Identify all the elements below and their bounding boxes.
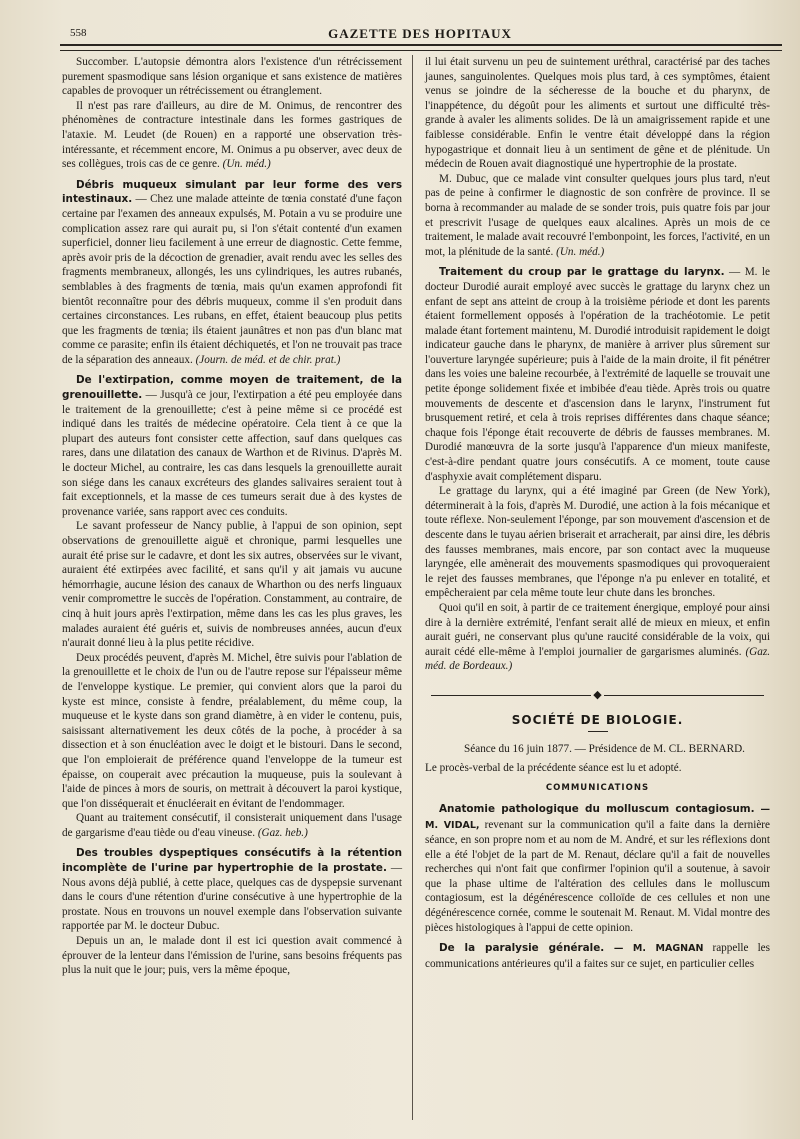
page-number: 558 [70, 27, 87, 39]
society-title: SOCIÉTÉ DE BIOLOGIE. [511, 712, 684, 727]
paragraph: Le grattage du larynx, qui a été imaginé par Green (de New York), déterminerait à la fois, d'après M. Durodié, une action à la fois mécanique et toute réflexe. Non-seulement l'éponge, par son mouvement d'ascension et de descente dans le tuyau aérien briserait et arracherait, par ainsi dire, les débris des fausses membranes, mais encore, par son contact avec la muqueuse laryngée, elle amènerait des mouvements spasmodiques qui provoqueraient le rejet des fausses membranes, que l'éponge n'a pu enlever en totalité, et empêcheraient par cela même toute leur chute dans les bronches. [425, 485, 770, 600]
article-debris-muqueux: Débris muqueux simulant par leur forme des vers intestinaux. — Chez une malade atteinte de tœnia constaté d'une façon certaine par l'examen des anneaux expulsés, M. Potain a vu se produire une complication assez rare qui aurait pu, si l'on s'était contenté d'un examen superficiel, donner lieu facilement à une erreur de diagnostic. Cette femme, après avoir pris de la décoction de grenadier, avait rendu avec les selles des fragments membraneux, allongés, les uns cylindriques, les autres rubanés, semblables à des fragments de tœnia, mais qu'un examen approfondi fit bientôt reconnaître pour des débris muqueux, comme il s'en produit dans certaines circonstances. Les rubans, en effet, étaient beaucoup plus petits que les fragments de tœnia; ils étaient jaunâtres et non pas d'un blanc mat comme ce parasite; enfin ils étaient déchiquetés, et l'on ne trouvait pas trace de la séparation des anneaux. (Journ. de méd. et de chir. prat.) [62, 178, 402, 366]
article-grenouillette: De l'extirpation, comme moyen de traitement, de la grenouillette. — Jusqu'à ce jour, l'extirpation a été peu employée dans le traitement de la grenouillette; c'est à peine même si ce procédé est indiqué dans les traités de médecine opératoire. Cela tient à ce que la plupart des auteurs font consister cette affection, sauf dans quelques cas rares, dans une dilatation des canaux de Warthon et de Rivinus. D'après M. le docteur Michel, au contraire, les cas dans lesquels la grenouillette aurait son siége dans les canaux excréteurs des glandes salivaires seraient tout à fait exceptionnels, et la masse de ces tumeurs serait due à des kystes de provenance variée, sans rapport avec ces conduits. [62, 374, 402, 518]
paragraph: Quant au traitement consécutif, il consisterait uniquement dans l'usage de gargarisme d'eau tiède ou d'eau vineuse. (Gaz. heb.) [62, 812, 402, 839]
source-citation: (Un. méd.) [222, 158, 271, 171]
article-title: Traitement du croup par le grattage du larynx. [439, 266, 725, 279]
article-paralysie: De la paralysie générale. — M. MAGNAN rappelle les communications antérieures qu'il a faites sur ce sujet, en particulier celles [425, 942, 770, 970]
source-citation: (Journ. de méd. et de chir. prat.) [195, 353, 341, 366]
session-line: Séance du 16 juin 1877. — Présidence de M. CL. BERNARD. [464, 743, 745, 756]
article-troubles-dyspeptiques: Des troubles dyspeptiques consécutifs à la rétention incomplète de l'urine par hypertrophie de la prostate. — Nous avons déjà publié, à cette place, quelques cas de dyspepsie survenant dans le cours d'une rétention d'urine consécutive à une hypertrophie de la prostate. Nous en trouvons un nouvel exemple dans l'observation suivante rapportée par M. le docteur Dubuc. [62, 847, 402, 933]
article-molluscum: Anatomie pathologique du molluscum contagiosum. — M. VIDAL, revenant sur la communication qu'il a faite dans la dernière séance, en son propre nom et au nom de M. André, et sur les réflexions dont elle a été l'objet de la part de M. Renaut, déclare qu'il a fait de nouvelles recherches qui n'ont fait que confirmer l'opinion qu'il a soutenue, à savoir que la phase ultime de l'altération des cellules dans le molluscum contagiosum, est la dégénérescence colloïde de ces cellules et non une dégénérescence cornée, comme le soutenait M. Renaut. M. Vidal montre des pièces histologiques à l'appui de cette opinion. [425, 802, 770, 934]
article-title: Des troubles dyspeptiques consécutifs à la rétention incomplète de l'urine par hypertrophie de la prostate. [62, 847, 402, 875]
paragraph: Deux procédés peuvent, d'après M. Michel, être suivis pour l'ablation de la grenouillette et le choix de l'un ou de l'autre repose sur l'épaisseur même de l'enveloppe kystique. Le premier, qui convient alors que la paroi du kyste est mince, consiste à fendre, préalablement, du même coup, la muqueuse et le kyste dans son grand diamètre, à en vider le contenu, puis, saisissant alternativement les deux côtés de la poche, à procéder à sa dissection et à son énucléation avec le doigt et le bistouri. Dans le second, que l'on emploierait de préférence quand l'enveloppe de la tumeur est épaisse, on couperait avec précaution la muqueuse, puis la soulevant à l'aide de pinces à mors de souris, on mettrait à découvert la paroi kystique, que l'on disséquerait et énucléerait en évitant de l'endommager. [62, 651, 402, 810]
paragraph: Quoi qu'il en soit, à partir de ce traitement énergique, employé pour ainsi dire à la dernière extrémité, l'enfant serait allé de mieux en mieux, et enfin aurait guéri, ne conservant plus qu'une raucité considérable de la voix, qui aurait cédé elle-même à l'emploi journalier de gargarismes aluminés. (Gaz. méd. de Bordeaux.) [425, 601, 770, 673]
paragraph: Succomber. L'autopsie démontra alors l'existence d'un rétrécissement purement spasmodique sans lésion organique et sans existence de matières capables de provoquer un rétrécissement ou étranglement. [62, 56, 402, 98]
paragraph: Depuis un an, le malade dont il est ici question avait commencé à éprouver de la lenteur dans l'émission de l'urine, sans besoins fréquents pas plus la nuit que le jour; puis, vers la même époque, [62, 935, 402, 977]
article-title: Débris muqueux simulant par leur forme des vers intestinaux. [62, 178, 402, 206]
source-citation: (Un. méd.) [556, 245, 605, 258]
paragraph: M. Dubuc, que ce malade vint consulter quelques jours plus tard, n'eut pas de peine à confirmer le diagnostic de son confrère de province. Il se borna à recommander au malade de se sonder trois, puis quatre fois par jour et prescrivit l'usage de quelques eaux alcalines. Après un mois de ce traitement, le malade avait recouvré l'embonpoint, les forces, l'activité, en un mot, la plénitude de la santé. (Un. méd.) [425, 172, 770, 258]
page-header [60, 20, 780, 42]
running-title: GAZETTE DES HOPITAUX [328, 26, 512, 41]
column-divider [412, 55, 413, 1120]
short-rule [588, 731, 608, 732]
left-column [62, 55, 402, 978]
article-title: De l'extirpation, comme moyen de traitement, de la grenouillette. [62, 374, 402, 402]
minutes-line: Le procès-verbal de la précédente séance est lu et adopté. [425, 761, 682, 774]
article-title: Anatomie pathologique du molluscum contagiosum. [439, 802, 755, 815]
right-column [425, 55, 770, 971]
source-citation: (Gaz. heb.) [257, 826, 308, 839]
communications-heading: COMMUNICATIONS [545, 783, 650, 794]
speaker-name: — M. MAGNAN [604, 943, 704, 955]
article-croup: Traitement du croup par le grattage du larynx. — M. le docteur Durodié aurait employé avec succès le grattage du larynx chez un enfant de sept ans atteint de croup à la troisième période et dont les parents étaient formellement opposés à l'opération de la trachéotomie. Le petit malade étant fortement maintenu, M. Durodié introduisit rapidement le doigt indicateur gauche dans le pharynx, de manière à arriver plus sûrement sur l'ouverture laryngée supérieure; puis à l'aide de la main droite, il fit pénétrer dans les voies une baleine recourbée, à l'extrémité de laquelle se trouvait une petite éponge solidement fixée et imbibée d'eau tiède. Après trois ou quatre mouvements de descente et d'ascension dans le larynx, l'instrument fut brusquement retiré, et cela à trois reprises différentes dans chaque séance; chaque fois l'éponge était recouverte de débris de fausses membranes. M. Durodié manœuvra de la sorte jusqu'à l'apparence d'un mieux manifeste, c'est-à-dire pendant quatre jours consécutifs. A ce moment, toute cause d'asphyxie avait complétement disparu. [425, 266, 770, 483]
paragraph: il lui était survenu un peu de suintement uréthral, caractérisé par des taches jaunes, sanguinolentes. Quelques mois plus tard, à ces symptômes, étaient venus se joindre de la sécheresse de la bouche et du pharynx, de l'inappétence, du dégoût pour les aliments et surtout une difficulté très-grande à avaler les aliments solides. De là un amaigrissement rapide et une faiblesse considérable. Enfin le ventre était développé dans la région hypogastrique et donnait lieu à un sentiment de gêne et de plénitude. Un médecin de Rouen avait diagnostiqué une hypertrophie de la prostate. [425, 56, 770, 171]
section-ornament: ◆ [425, 688, 770, 703]
article-title: De la paralysie générale. [439, 942, 605, 955]
paragraph: Le savant professeur de Nancy publie, à l'appui de son opinion, sept observations de grenouillette aiguë et chronique, parmi lesquelles une aurait été prise sur le cadavre, et dont les six autres, observées sur le vivant, auraient été extirpées avec facilité, et sans qu'il y ait jamais vu aucune hémorrhagie, aucune lésion des canaux de Wharthon ou des nerfs linguaux venir compromettre le succès de l'opération. Constamment, au contraire, de cinq à huit jours après l'extirpation, même dans les cas les plus graves, les malades auraient été guéris et, suivis de nombreuses années, aucun d'eux n'aurait donné lieu à la plus petite récidive. [62, 520, 402, 650]
header-rule [60, 44, 782, 51]
speaker-name: — M. VIDAL, [425, 803, 770, 831]
source-citation: (Gaz. méd. de Bordeaux.) [425, 645, 770, 673]
paragraph: Il n'est pas rare d'ailleurs, au dire de M. Onimus, de rencontrer des phénomènes de contracture intestinale dans les formes gastriques de l'ataxie. M. Leudet (de Rouen) en a rapporté une observation très-intéressante, et récemment encore, M. Onimus a pu observer, avec deux de ses collègues, trois cas de ce genre. (Un. méd.) [62, 99, 402, 171]
